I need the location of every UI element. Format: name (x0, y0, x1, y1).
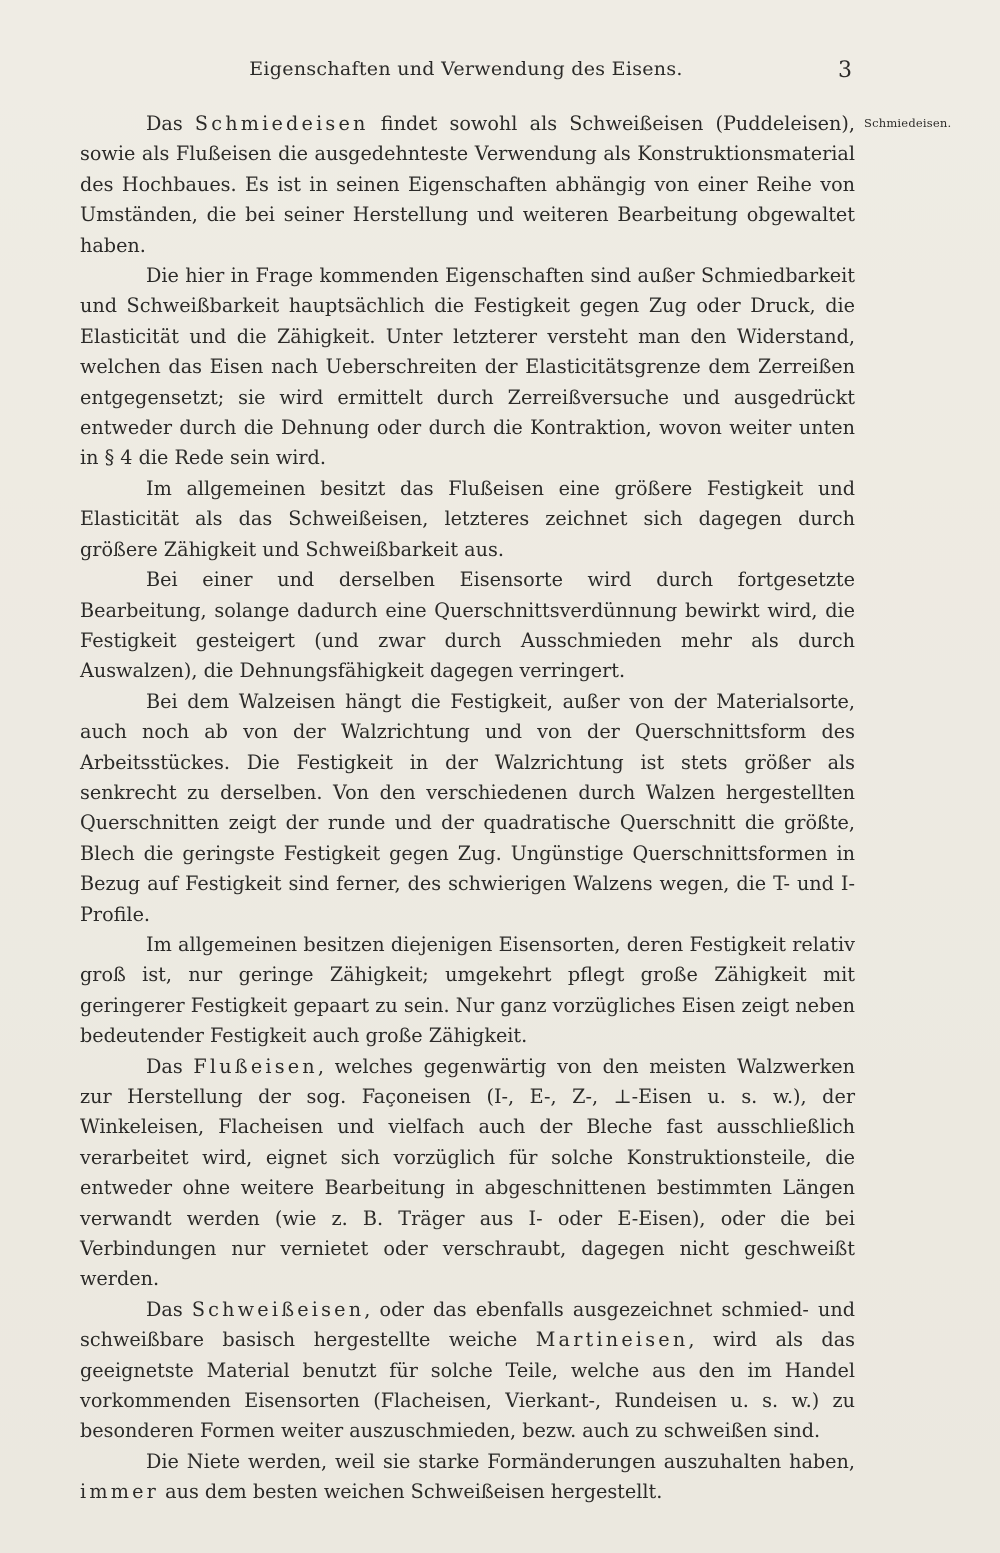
paragraph-4: Bei einer und derselben Eisensorte wird durch fortgesetzte Bearbeitung, solange dadurch eine Querschnittsverdünnung bewirkt wird, die Festigkeit gesteigert (und zwar durch Ausschmieden mehr als durch Auswalzen), die Dehnungsfähigkeit dagegen verringert. (80, 568, 855, 683)
paragraph-5: Bei dem Walzeisen hängt die Festigkeit, außer von der Materialsorte, auch noch ab von der Walzrichtung und von der Querschnittsform des Arbeitsstückes. Die Festigkeit in der Walzrichtung ist stets größer als senkrecht zu derselben. Von den verschiedenen durch Walzen hergestellten Querschnitten zeigt der runde und der quadratische Querschnitt die größte, Blech die geringste Festigkeit gegen Zug. Ungünstige Querschnittsformen in Bezug auf Festigkeit sind ferner, des schwierigen Walzens wegen, die T- und I-Profile. (80, 689, 855, 926)
emphasis-term: Schweißeisen (191, 1297, 365, 1321)
margin-note: Schmiedeisen. (864, 116, 952, 130)
paragraph-1: Das Schmiedeisen findet sowohl als Schweißeisen (Puddeleisen), sowie als Flußeisen die ausgedehnteste Verwendung als Konstruktionsmaterial des Hochbaues. Es ist in seinen Eigenschaften abhängig von einer Reihe von Umständen, die bei seiner Herstellung und weiteren Bearbeitung obgewaltet haben. (80, 112, 855, 257)
emphasis-term: Flußeisen (193, 1054, 318, 1078)
page-header (80, 58, 852, 94)
running-title: Eigenschaften und Verwendung des Eisens. (249, 58, 683, 80)
paragraph-9: Die Niete werden, weil sie starke Formänderungen auszuhalten haben, immer aus dem besten weichen Schweißeisen hergestellt. (80, 1449, 855, 1504)
paragraph-8: Das Schweißeisen, oder das ebenfalls ausgezeichnet schmied- und schweißbare basisch hergestellte weiche Martineisen, wird als das geeignetste Material benutzt für solche Teile, welche aus den im Handel vorkommenden Eisensorten (Flacheisen, Vierkant-, Rundeisen u. s. w.) zu besonderen Formen weiter auszuschmieden, bezw. auch zu schweißen sind. (80, 1297, 855, 1443)
paragraph-6: Im allgemeinen besitzen diejenigen Eisensorten, deren Festigkeit relativ groß ist, nur geringe Zähigkeit; umgekehrt pflegt große Zähigkeit mit geringerer Festigkeit gepaart zu sein. Nur ganz vorzügliches Eisen zeigt neben bedeutender Festigkeit auch große Zähigkeit. (80, 932, 855, 1048)
emphasis-term: Martineisen (535, 1328, 689, 1352)
body-text (80, 109, 855, 1508)
paragraph-3: Im allgemeinen besitzt das Flußeisen eine größere Festigkeit und Elasticität als das Schweißeisen, letzteres zeichnet sich dagegen durch größere Zähigkeit und Schweißbarkeit aus. (80, 476, 855, 561)
paragraph-7: Das Flußeisen, welches gegenwärtig von den meisten Walzwerken zur Herstellung der sog. Façoneisen (I-, E-, Z-, ⊥-Eisen u. s. w.), der Winkeleisen, Flacheisen und vielfach auch der Bleche fast ausschließlich verarbeitet wird, eignet sich vorzüglich für solche Konstruktionsteile, die entweder ohne weitere Bearbeitung in abgeschnittenen bestimmten Längen verwandt werden (wie z. B. Träger aus I- oder E-Eisen), oder die bei Verbindungen nur vernietet oder verschraubt, dagegen nicht geschweißt werden. (80, 1054, 855, 1291)
paragraph-2: Die hier in Frage kommenden Eigenschaften sind außer Schmiedbarkeit und Schweißbarkeit hauptsächlich die Festigkeit gegen Zug oder Druck, die Elasticität und die Zähigkeit. Unter letzterer versteht man den Widerstand, welchen das Eisen nach Ueberschreiten der Elasticitätsgrenze dem Zerreißen entgegensetzt; sie wird ermittelt durch Zerreißversuche und ausgedrückt entweder durch die Dehnung oder durch die Kontraktion, wovon weiter unten in § 4 die Rede sein wird. (80, 264, 855, 470)
emphasis-term: Schmiedeisen (194, 112, 369, 135)
page-number: 3 (838, 58, 852, 83)
emphasis-term: immer (80, 1480, 160, 1504)
